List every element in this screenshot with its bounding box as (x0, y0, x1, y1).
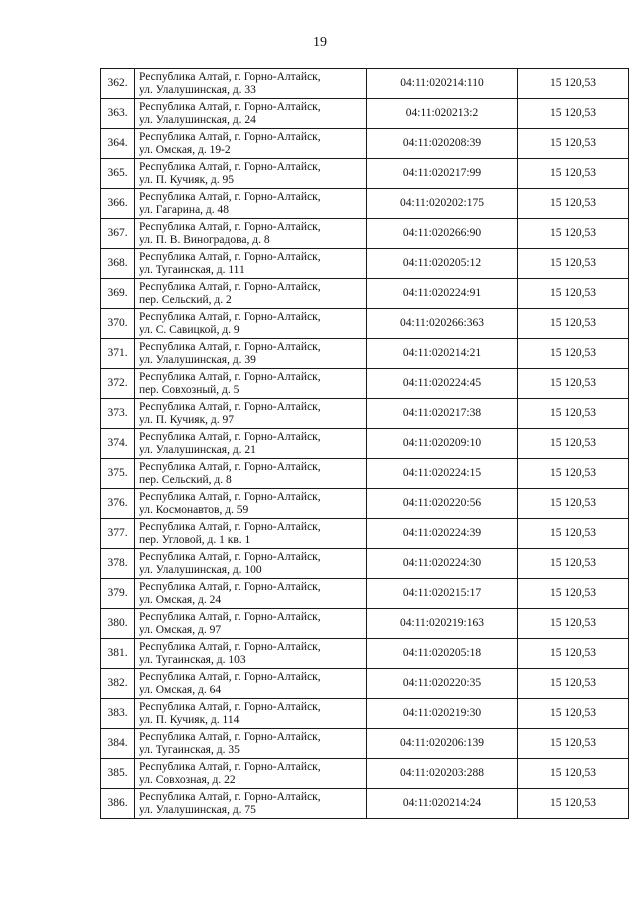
row-number-cell: 362. (101, 69, 135, 99)
cadastral-number-cell: 04:11:020205:12 (367, 249, 518, 279)
amount-cell: 15 120,53 (518, 549, 629, 579)
cadastral-number-cell: 04:11:020217:38 (367, 399, 518, 429)
address-line-region: Республика Алтай, г. Горно-Алтайск, (139, 430, 321, 443)
address-cell (135, 189, 367, 219)
cadastral-number-cell: 04:11:020209:10 (367, 429, 518, 459)
address-line-region: Республика Алтай, г. Горно-Алтайск, (139, 130, 321, 143)
cadastral-number-cell: 04:11:020215:17 (367, 579, 518, 609)
address-line-street: ул. П. Кучияк, д. 97 (139, 413, 235, 426)
address-line-street: ул. Улалушинская, д. 33 (139, 83, 256, 96)
amount-cell: 15 120,53 (518, 189, 629, 219)
address-line-street: ул. П. Кучияк, д. 95 (139, 173, 235, 186)
row-number-cell: 380. (101, 609, 135, 639)
address-cell (135, 69, 367, 99)
cadastral-number-cell: 04:11:020214:24 (367, 789, 518, 819)
address-cell (135, 759, 367, 789)
row-number-cell: 370. (101, 309, 135, 339)
address-line-region: Республика Алтай, г. Горно-Алтайск, (139, 460, 321, 473)
address-line-region: Республика Алтай, г. Горно-Алтайск, (139, 790, 321, 803)
cadastral-number-cell: 04:11:020224:45 (367, 369, 518, 399)
cadastral-number-cell: 04:11:020214:110 (367, 69, 518, 99)
row-number-cell: 374. (101, 429, 135, 459)
cadastral-number-cell: 04:11:020266:363 (367, 309, 518, 339)
row-number-cell: 365. (101, 159, 135, 189)
row-number-cell: 379. (101, 579, 135, 609)
amount-cell: 15 120,53 (518, 429, 629, 459)
cadastral-number-cell: 04:11:020219:30 (367, 699, 518, 729)
address-line-region: Республика Алтай, г. Горно-Алтайск, (139, 520, 321, 533)
address-cell (135, 399, 367, 429)
address-cell (135, 249, 367, 279)
table-row (101, 69, 629, 99)
amount-cell: 15 120,53 (518, 99, 629, 129)
amount-cell: 15 120,53 (518, 459, 629, 489)
row-number-cell: 381. (101, 639, 135, 669)
table-row (101, 429, 629, 459)
cadastral-number-cell: 04:11:020224:91 (367, 279, 518, 309)
table-row (101, 129, 629, 159)
address-cell (135, 489, 367, 519)
row-number-cell: 371. (101, 339, 135, 369)
cadastral-number-cell: 04:11:020203:288 (367, 759, 518, 789)
cadastral-number-cell: 04:11:020217:99 (367, 159, 518, 189)
table-row (101, 459, 629, 489)
address-line-region: Республика Алтай, г. Горно-Алтайск, (139, 550, 321, 563)
cadastral-number-cell: 04:11:020208:39 (367, 129, 518, 159)
cadastral-number-cell: 04:11:020219:163 (367, 609, 518, 639)
address-line-region: Республика Алтай, г. Горно-Алтайск, (139, 700, 321, 713)
address-line-region: Республика Алтай, г. Горно-Алтайск, (139, 100, 321, 113)
address-line-region: Республика Алтай, г. Горно-Алтайск, (139, 310, 321, 323)
table-row (101, 249, 629, 279)
row-number-cell: 383. (101, 699, 135, 729)
row-number-cell: 384. (101, 729, 135, 759)
row-number-cell: 385. (101, 759, 135, 789)
cadastral-number-cell: 04:11:020266:90 (367, 219, 518, 249)
address-line-street: ул. Омская, д. 19-2 (139, 143, 231, 156)
address-line-street: ул. Гагарина, д. 48 (139, 203, 230, 216)
address-line-street: ул. П. В. Виноградова, д. 8 (139, 233, 270, 246)
cadastral-number-cell: 04:11:020205:18 (367, 639, 518, 669)
address-line-street: ул. Тугаинская, д. 35 (139, 743, 240, 756)
address-line-region: Республика Алтай, г. Горно-Алтайск, (139, 670, 321, 683)
address-line-street: ул. Омская, д. 24 (139, 593, 222, 606)
amount-cell: 15 120,53 (518, 759, 629, 789)
address-cell (135, 159, 367, 189)
address-cell (135, 519, 367, 549)
address-cell (135, 669, 367, 699)
table-row (101, 729, 629, 759)
cadastral-number-cell: 04:11:020224:30 (367, 549, 518, 579)
address-cell (135, 459, 367, 489)
cadastral-number-cell: 04:11:020202:175 (367, 189, 518, 219)
row-number-cell: 366. (101, 189, 135, 219)
cadastral-number-cell: 04:11:020213:2 (367, 99, 518, 129)
amount-cell: 15 120,53 (518, 729, 629, 759)
address-cell (135, 429, 367, 459)
address-line-street: пер. Сельский, д. 8 (139, 473, 232, 486)
cadastral-number-cell: 04:11:020220:35 (367, 669, 518, 699)
amount-cell: 15 120,53 (518, 579, 629, 609)
cadastral-number-cell: 04:11:020206:139 (367, 729, 518, 759)
amount-cell: 15 120,53 (518, 399, 629, 429)
registry-table-body (101, 69, 629, 819)
table-row (101, 99, 629, 129)
table-row (101, 219, 629, 249)
address-line-region: Республика Алтай, г. Горно-Алтайск, (139, 280, 321, 293)
row-number-cell: 378. (101, 549, 135, 579)
table-row (101, 189, 629, 219)
page-number: 19 (313, 35, 327, 50)
address-line-street: пер. Совхозный, д. 5 (139, 383, 240, 396)
amount-cell: 15 120,53 (518, 489, 629, 519)
address-line-region: Республика Алтай, г. Горно-Алтайск, (139, 730, 321, 743)
address-line-street: ул. Тугаинская, д. 111 (139, 263, 245, 276)
table-row (101, 519, 629, 549)
table-row (101, 159, 629, 189)
address-line-street: ул. Улалушинская, д. 24 (139, 113, 256, 126)
address-cell (135, 99, 367, 129)
amount-cell: 15 120,53 (518, 609, 629, 639)
table-row (101, 669, 629, 699)
table-row (101, 309, 629, 339)
amount-cell: 15 120,53 (518, 369, 629, 399)
registry-table (100, 68, 629, 819)
address-line-street: ул. Совхозная, д. 22 (139, 773, 236, 786)
amount-cell: 15 120,53 (518, 339, 629, 369)
address-cell (135, 309, 367, 339)
cadastral-number-cell: 04:11:020224:39 (367, 519, 518, 549)
amount-cell: 15 120,53 (518, 639, 629, 669)
address-cell (135, 129, 367, 159)
amount-cell: 15 120,53 (518, 159, 629, 189)
table-row (101, 759, 629, 789)
address-line-street: ул. Омская, д. 64 (139, 683, 222, 696)
address-line-region: Республика Алтай, г. Горно-Алтайск, (139, 250, 321, 263)
address-cell (135, 339, 367, 369)
address-cell (135, 579, 367, 609)
table-row (101, 369, 629, 399)
cadastral-number-cell: 04:11:020224:15 (367, 459, 518, 489)
address-line-region: Республика Алтай, г. Горно-Алтайск, (139, 580, 321, 593)
row-number-cell: 363. (101, 99, 135, 129)
amount-cell: 15 120,53 (518, 249, 629, 279)
address-line-street: ул. Улалушинская, д. 75 (139, 803, 256, 816)
address-line-region: Республика Алтай, г. Горно-Алтайск, (139, 70, 321, 83)
row-number-cell: 386. (101, 789, 135, 819)
row-number-cell: 377. (101, 519, 135, 549)
address-line-street: ул. П. Кучияк, д. 114 (139, 713, 240, 726)
table-row (101, 489, 629, 519)
row-number-cell: 372. (101, 369, 135, 399)
address-cell (135, 279, 367, 309)
table-row (101, 279, 629, 309)
address-cell (135, 789, 367, 819)
row-number-cell: 364. (101, 129, 135, 159)
address-cell (135, 639, 367, 669)
table-row (101, 339, 629, 369)
row-number-cell: 369. (101, 279, 135, 309)
row-number-cell: 382. (101, 669, 135, 699)
row-number-cell: 373. (101, 399, 135, 429)
amount-cell: 15 120,53 (518, 669, 629, 699)
address-cell (135, 699, 367, 729)
address-line-region: Республика Алтай, г. Горно-Алтайск, (139, 490, 321, 503)
table-row (101, 549, 629, 579)
address-line-region: Республика Алтай, г. Горно-Алтайск, (139, 610, 321, 623)
table-row (101, 609, 629, 639)
address-line-street: ул. Омская, д. 97 (139, 623, 222, 636)
address-line-street: пер. Угловой, д. 1 кв. 1 (139, 533, 251, 546)
cadastral-number-cell: 04:11:020220:56 (367, 489, 518, 519)
address-line-region: Республика Алтай, г. Горно-Алтайск, (139, 220, 321, 233)
amount-cell: 15 120,53 (518, 279, 629, 309)
address-line-region: Республика Алтай, г. Горно-Алтайск, (139, 190, 321, 203)
address-line-region: Республика Алтай, г. Горно-Алтайск, (139, 760, 321, 773)
address-line-region: Республика Алтай, г. Горно-Алтайск, (139, 370, 321, 383)
amount-cell: 15 120,53 (518, 69, 629, 99)
address-cell (135, 549, 367, 579)
address-cell (135, 369, 367, 399)
amount-cell: 15 120,53 (518, 519, 629, 549)
table-row (101, 639, 629, 669)
amount-cell: 15 120,53 (518, 789, 629, 819)
row-number-cell: 376. (101, 489, 135, 519)
row-number-cell: 375. (101, 459, 135, 489)
address-line-street: ул. Улалушинская, д. 39 (139, 353, 256, 366)
address-line-street: ул. Тугаинская, д. 103 (139, 653, 246, 666)
address-line-street: пер. Сельский, д. 2 (139, 293, 232, 306)
address-cell (135, 609, 367, 639)
amount-cell: 15 120,53 (518, 309, 629, 339)
cadastral-number-cell: 04:11:020214:21 (367, 339, 518, 369)
address-line-region: Республика Алтай, г. Горно-Алтайск, (139, 160, 321, 173)
address-cell (135, 219, 367, 249)
table-row (101, 789, 629, 819)
amount-cell: 15 120,53 (518, 129, 629, 159)
address-line-street: ул. С. Савицкой, д. 9 (139, 323, 240, 336)
row-number-cell: 368. (101, 249, 135, 279)
row-number-cell: 367. (101, 219, 135, 249)
address-cell (135, 729, 367, 759)
table-row (101, 699, 629, 729)
address-line-street: ул. Улалушинская, д. 21 (139, 443, 256, 456)
address-line-region: Республика Алтай, г. Горно-Алтайск, (139, 340, 321, 353)
table-row (101, 579, 629, 609)
address-line-region: Республика Алтай, г. Горно-Алтайск, (139, 400, 321, 413)
address-line-region: Республика Алтай, г. Горно-Алтайск, (139, 640, 321, 653)
amount-cell: 15 120,53 (518, 699, 629, 729)
table-row (101, 399, 629, 429)
address-line-street: ул. Улалушинская, д. 100 (139, 563, 262, 576)
address-line-street: ул. Космонавтов, д. 59 (139, 503, 249, 516)
amount-cell: 15 120,53 (518, 219, 629, 249)
